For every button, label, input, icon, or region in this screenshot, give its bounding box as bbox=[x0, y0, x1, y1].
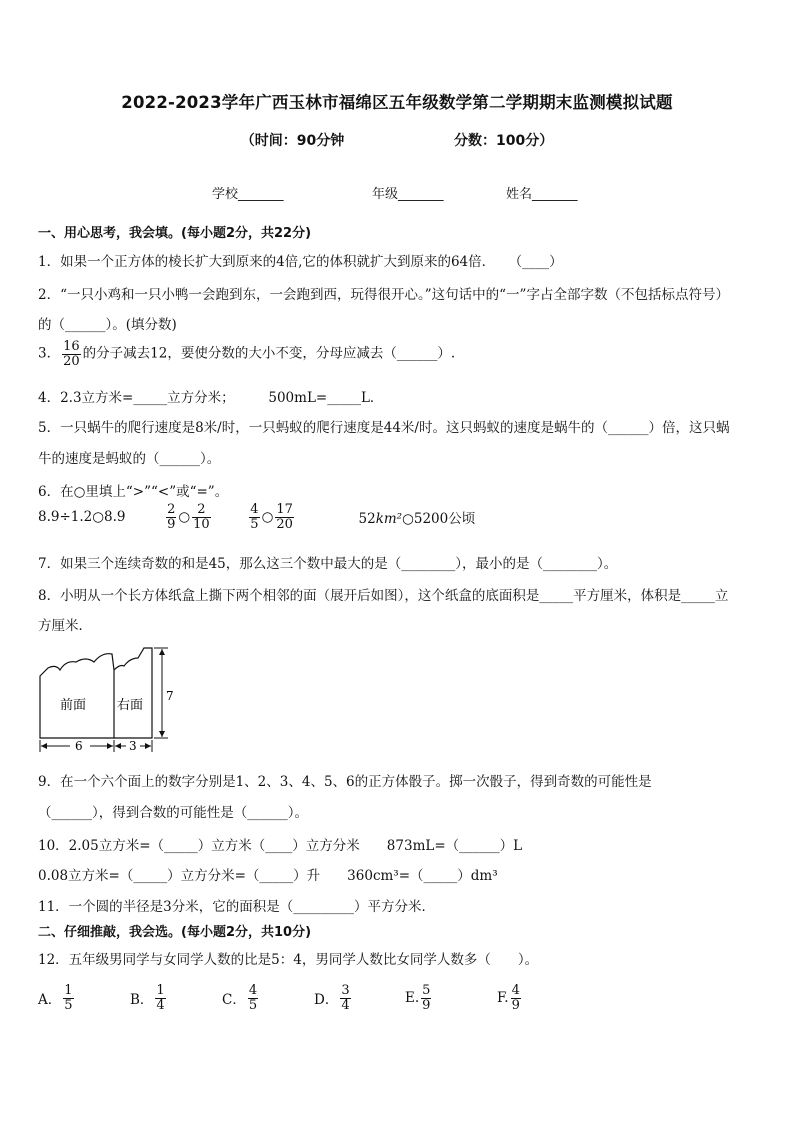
q6-circle-b: ○ bbox=[178, 509, 191, 526]
option-c[interactable]: C． $\frac{4}{5}$ bbox=[222, 983, 258, 1013]
fraction-16-20 bbox=[62, 340, 81, 368]
height-7-label: 7 bbox=[166, 689, 174, 703]
width-6-label: 6 bbox=[75, 739, 83, 753]
q6-item-a: 8.9÷1.2○8.9 bbox=[38, 509, 126, 526]
question-8-line-2: 方厘米． bbox=[38, 618, 92, 634]
question-5-line-2: 牛的速度是蚂蚁的（______）。 bbox=[38, 451, 221, 467]
fraction-numerator: 16 bbox=[63, 339, 80, 354]
question-3-text: 的分子减去12，要使分数的大小不变，分母应减去（______）. bbox=[82, 345, 456, 362]
front-face-outline bbox=[40, 654, 114, 738]
option-e[interactable]: E. $\frac{5}{9}$ bbox=[405, 983, 431, 1013]
question-10-line-1: 10．2.05立方米=（_____）立方米（____）立方分米 873mL=（______）L bbox=[38, 838, 523, 854]
total-score: 分数：100分） bbox=[454, 133, 554, 149]
width-3-label: 3 bbox=[129, 739, 137, 753]
front-face-label: 前面 bbox=[60, 698, 87, 713]
question-9-line-2: （______），得到合数的可能性是（______）。 bbox=[38, 805, 308, 821]
question-8-line-1: 8．小明从一个长方体纸盒上撕下两个相邻的面（展开后如图），这个纸盒的底面积是_____平方厘米，体积是_____立 bbox=[38, 588, 729, 604]
question-3 bbox=[38, 340, 455, 368]
option-a[interactable]: A． $\frac{1}{5}$ bbox=[38, 983, 73, 1013]
question-2-line-2: 的（______）。(填分数) bbox=[38, 317, 177, 333]
question-3-number: 3． bbox=[38, 345, 61, 362]
q6-item-d: 52km²○5200公顷 bbox=[358, 511, 476, 528]
question-11: 11．一个圆的半径是3分米，它的面积是（_________）平方分米． bbox=[38, 899, 436, 915]
right-face-outline bbox=[114, 648, 152, 738]
option-d[interactable]: D． $\frac{3}{4}$ bbox=[314, 983, 350, 1013]
question-7: 7．如果三个连续奇数的和是45，那么这三个数中最大的是（________），最小的是（________）。 bbox=[38, 556, 618, 572]
fraction-denominator: 20 bbox=[63, 353, 80, 369]
question-9-line-1: 9．在一个六个面上的数字分别是1、2、3、4、5、6的正方体骰子。掷一次骰子，得到奇数的可能性是 bbox=[38, 774, 652, 790]
question-4: 4．2.3立方米=_____立方分米； 500mL=_____L． bbox=[38, 390, 384, 406]
question-12: 12．五年级男同学与女同学人数的比是5：4，男同学人数比女同学人数多（ ）。 bbox=[38, 952, 539, 968]
time-limit: （时间：90分钟 bbox=[240, 133, 345, 149]
question-10-line-2: 0.08立方米=（_____）立方分米=（_____）升 360cm³=（_____）dm³ bbox=[38, 868, 498, 884]
grade-field: 年级_______ bbox=[372, 187, 444, 202]
question-2-line-1: 2．“一只小鸡和一只小鸭一会跑到东，一会跑到西，玩得很开心。”这句话中的“一”字占全部字数（不包括标点符号） bbox=[38, 287, 729, 303]
exam-meta bbox=[0, 130, 794, 150]
question-5-line-1: 5．一只蜗牛的爬行速度是8米/时，一只蚂蚁的爬行速度是44米/时。这只蚂蚁的速度是蜗牛的（______）倍，这只蜗 bbox=[38, 420, 730, 436]
q6-fraction-2-10: $\frac{2}{10}$ bbox=[193, 502, 210, 532]
section-1-heading: 一、用心思考，我会填。(每小题2分，共22分) bbox=[38, 226, 312, 241]
question-6: 6．在○里填上“>”“<”或“=”。 bbox=[38, 484, 229, 500]
section-2-heading: 二、仔细推敲，我会选。(每小题2分，共10分) bbox=[38, 925, 312, 940]
name-field: 姓名_______ bbox=[506, 187, 578, 202]
q6-fraction-2-9: $\frac{2}{9}$ bbox=[167, 502, 176, 532]
option-f[interactable]: F. $\frac{4}{9}$ bbox=[497, 983, 520, 1013]
question-1: 1．如果一个正方体的棱长扩大到原来的4倍,它的体积就扩大到原来的64倍． （____） bbox=[38, 254, 563, 270]
box-net-figure bbox=[34, 640, 184, 756]
q6-fraction-4-5: $\frac{4}{5}$ bbox=[250, 502, 259, 532]
q6-circle-c: ○ bbox=[261, 509, 274, 526]
option-b[interactable]: B． $\frac{1}{4}$ bbox=[130, 983, 165, 1013]
right-face-label: 右面 bbox=[117, 698, 144, 713]
school-field: 学校_______ bbox=[212, 187, 284, 202]
page-title: 2022-2023学年广西玉林市福绵区五年级数学第二学期期末监测模拟试题 bbox=[121, 93, 673, 112]
q6-fraction-17-20: $\frac{17}{20}$ bbox=[276, 502, 293, 532]
question-6-items bbox=[38, 503, 475, 531]
